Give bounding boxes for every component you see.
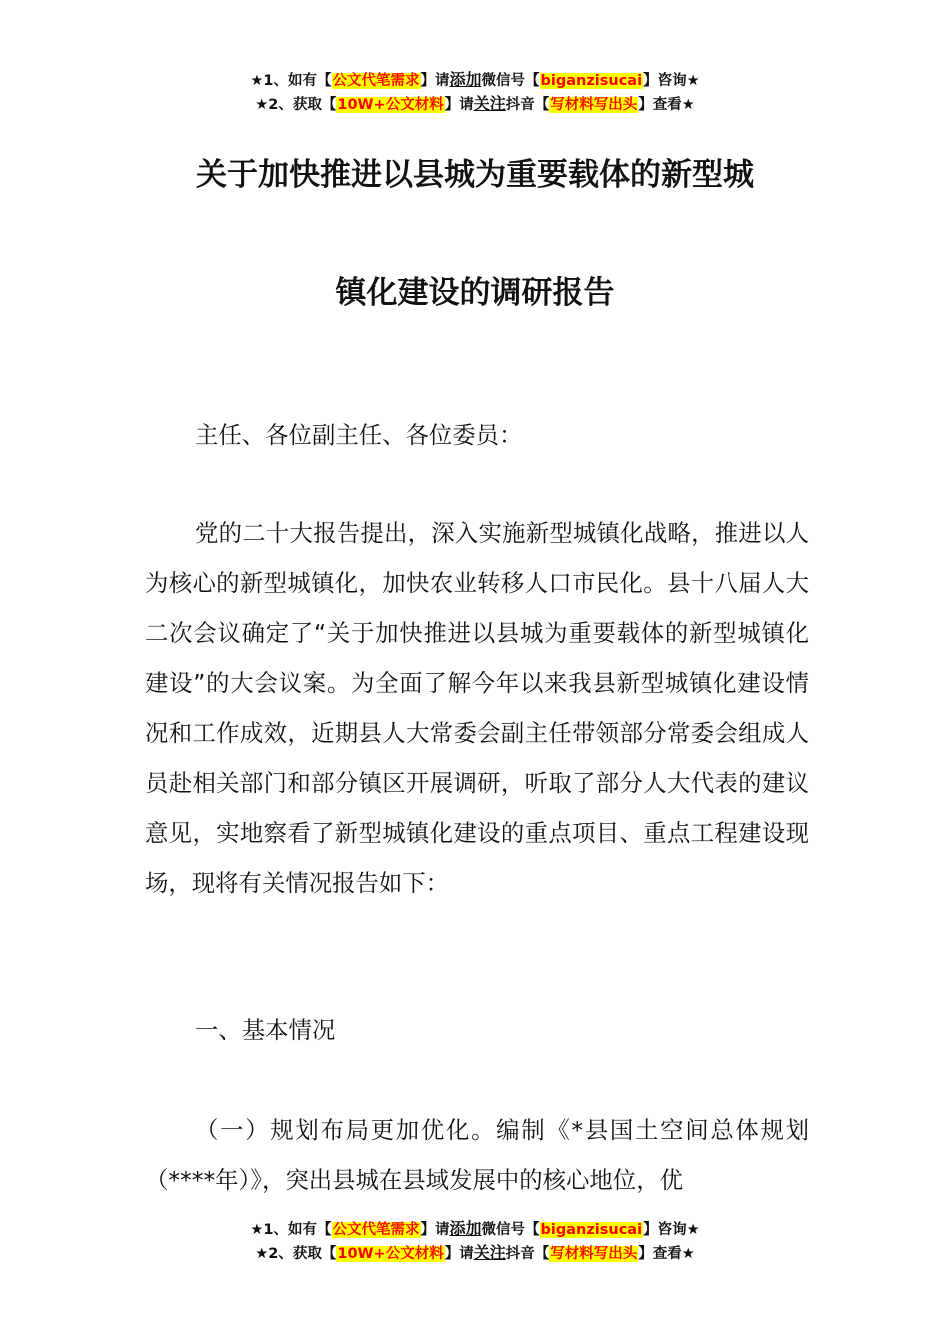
banner-highlight: 写材料写出头 — [550, 1246, 638, 1262]
banner-text: ★1、如有【 — [250, 1222, 332, 1238]
banner-highlight: biganzisucai — [540, 73, 643, 89]
document-title-line-1: 关于加快推进以县城为重要载体的新型城 — [196, 157, 754, 193]
banner-highlight: 公文代笔需求 — [332, 73, 420, 89]
banner-text: 】请 — [420, 1222, 450, 1238]
banner-text: 抖音【 — [505, 1246, 550, 1262]
banner-highlight: 公文代笔需求 — [332, 1222, 420, 1238]
paragraph-planning: （一）规划布局更加优化。编制《*县国土空间总体规划（****年）》，突出县城在县域发展中的核心地位，优 — [145, 1116, 809, 1194]
banner-text: 】请 — [444, 1246, 474, 1262]
banner-text: 微信号【 — [481, 73, 540, 89]
footer-banner — [0, 1217, 950, 1265]
banner-emphasis: 关注 — [473, 1243, 506, 1262]
banner-text: 】咨询★ — [643, 1222, 700, 1238]
paragraph-intro: 党的二十大报告提出，深入实施新型城镇化战略，推进以人为核心的新型城镇化，加快农业转移人口市民化。县十八届人大二次会议确定了“关于加快推进以县城为重要载体的新型城镇化建设”的大会议案。为全面了解今年以来我县新型城镇化建设情况和工作成效，近期县人大常委会副主任带领部分常委会组成人员赴相关部门和部分镇区开展调研，听取了部分人大代表的建议意见，实地察看了新型城镇化建设的重点项目、重点工程建设现场，现将有关情况报告如下： — [145, 519, 809, 897]
banner-line-1 — [0, 1217, 950, 1241]
banner-text: ★2、获取【 — [255, 97, 337, 113]
banner-highlight: biganzisucai — [540, 1222, 643, 1238]
banner-text: 】查看★ — [638, 97, 695, 113]
banner-emphasis: 添加 — [449, 70, 482, 89]
salutation: 主任、各位副主任、各位委员： — [195, 421, 523, 449]
header-banner — [0, 68, 950, 116]
banner-text: 】咨询★ — [643, 73, 700, 89]
banner-text: 】查看★ — [638, 1246, 695, 1262]
banner-text: 微信号【 — [481, 1222, 540, 1238]
section-heading: 一、基本情况 — [195, 1016, 336, 1044]
document-title-line-2: 镇化建设的调研报告 — [335, 275, 615, 311]
banner-emphasis: 添加 — [449, 1219, 482, 1238]
banner-emphasis: 关注 — [473, 94, 506, 113]
banner-text: ★1、如有【 — [250, 73, 332, 89]
banner-line-2 — [0, 92, 950, 116]
banner-highlight: 写材料写出头 — [550, 97, 638, 113]
banner-text: 】请 — [444, 97, 474, 113]
banner-text: 】请 — [420, 73, 450, 89]
banner-highlight: 10W+公文材料 — [337, 1246, 444, 1262]
banner-line-2 — [0, 1241, 950, 1265]
banner-text: ★2、获取【 — [255, 1246, 337, 1262]
banner-text: 抖音【 — [505, 97, 550, 113]
banner-highlight: 10W+公文材料 — [337, 97, 444, 113]
banner-line-1 — [0, 68, 950, 92]
